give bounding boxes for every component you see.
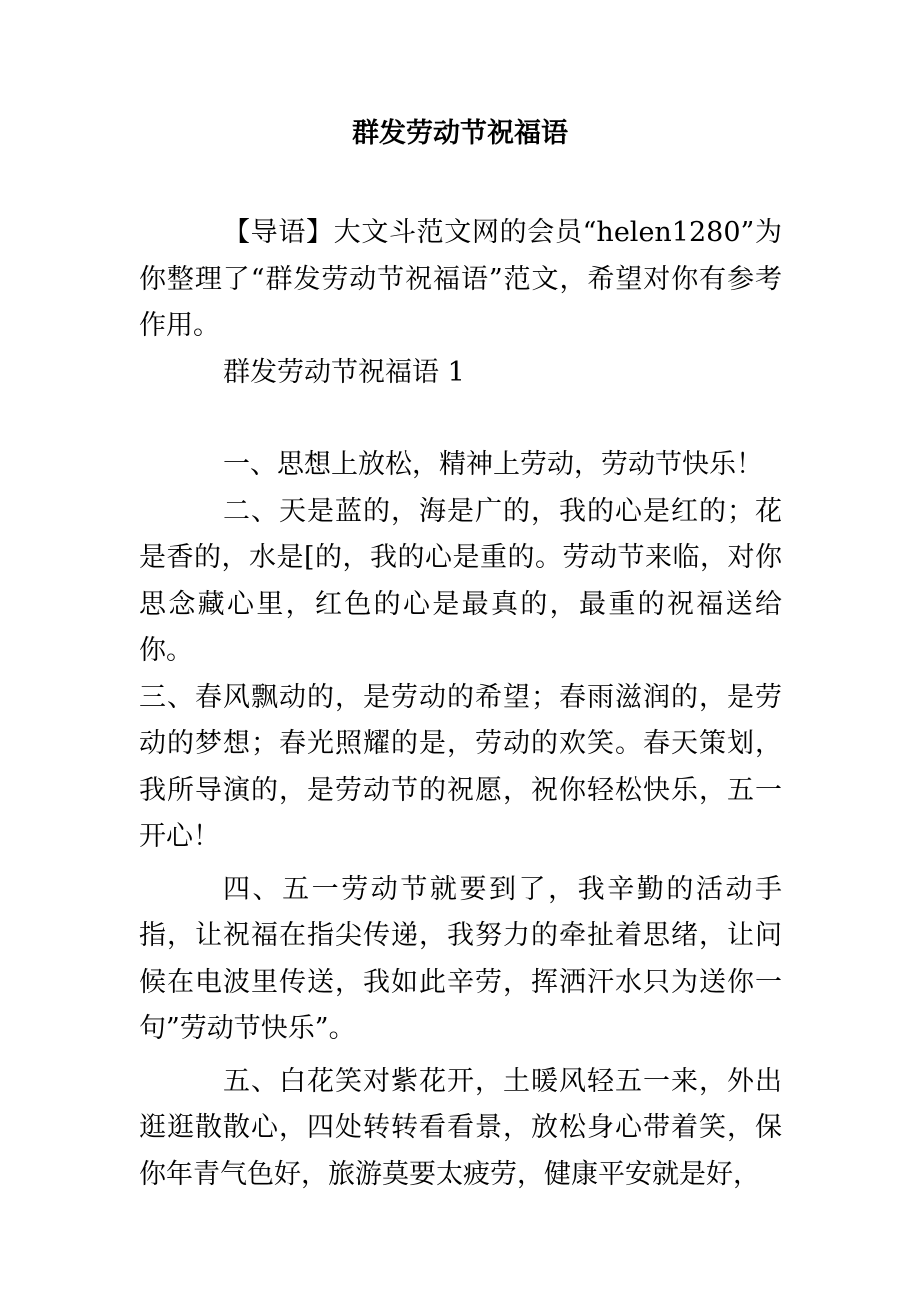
paragraph-1: 一、思想上放松，精神上劳动，劳动节快乐！ [223, 449, 763, 480]
intro-paragraph: 【导语】大文斗范文网的会员“helen1280”为你整理了“群发劳动节祝福语”范文，希望对你有参考作用。 [139, 217, 782, 341]
paragraph-5: 五、白花笑对紫花开，土暖风轻五一来，外出逛逛散散心，四处转转看看景，放松身心带着笑，保你年青气色好，旅游莫要太疲劳，健康平安就是好， [139, 1065, 782, 1190]
paragraph-3: 三、春风飘动的，是劳动的希望；春雨滋润的，是劳动的梦想；春光照耀的是，劳动的欢笑。春天策划，我所导演的，是劳动节的祝愿，祝你轻松快乐，五一开心！ [139, 681, 782, 852]
document-title: 群发劳动节祝福语 [352, 118, 568, 149]
paragraph-2: 二、天是蓝的，海是广的，我的心是红的；花是香的，水是[的，我的心是重的。劳动节来临，对你思念藏心里，红色的心是最真的，最重的祝福送给你。 [139, 495, 782, 666]
section-heading: 群发劳动节祝福语 1 [223, 356, 465, 388]
paragraph-4: 四、五一劳动节就要到了，我辛勤的活动手指，让祝福在指尖传递，我努力的牵扯着思绪，让问候在电波里传送，我如此辛劳，挥洒汗水只为送你一句”劳动节快乐”。 [139, 873, 782, 1044]
document-body [139, 210, 782, 1198]
